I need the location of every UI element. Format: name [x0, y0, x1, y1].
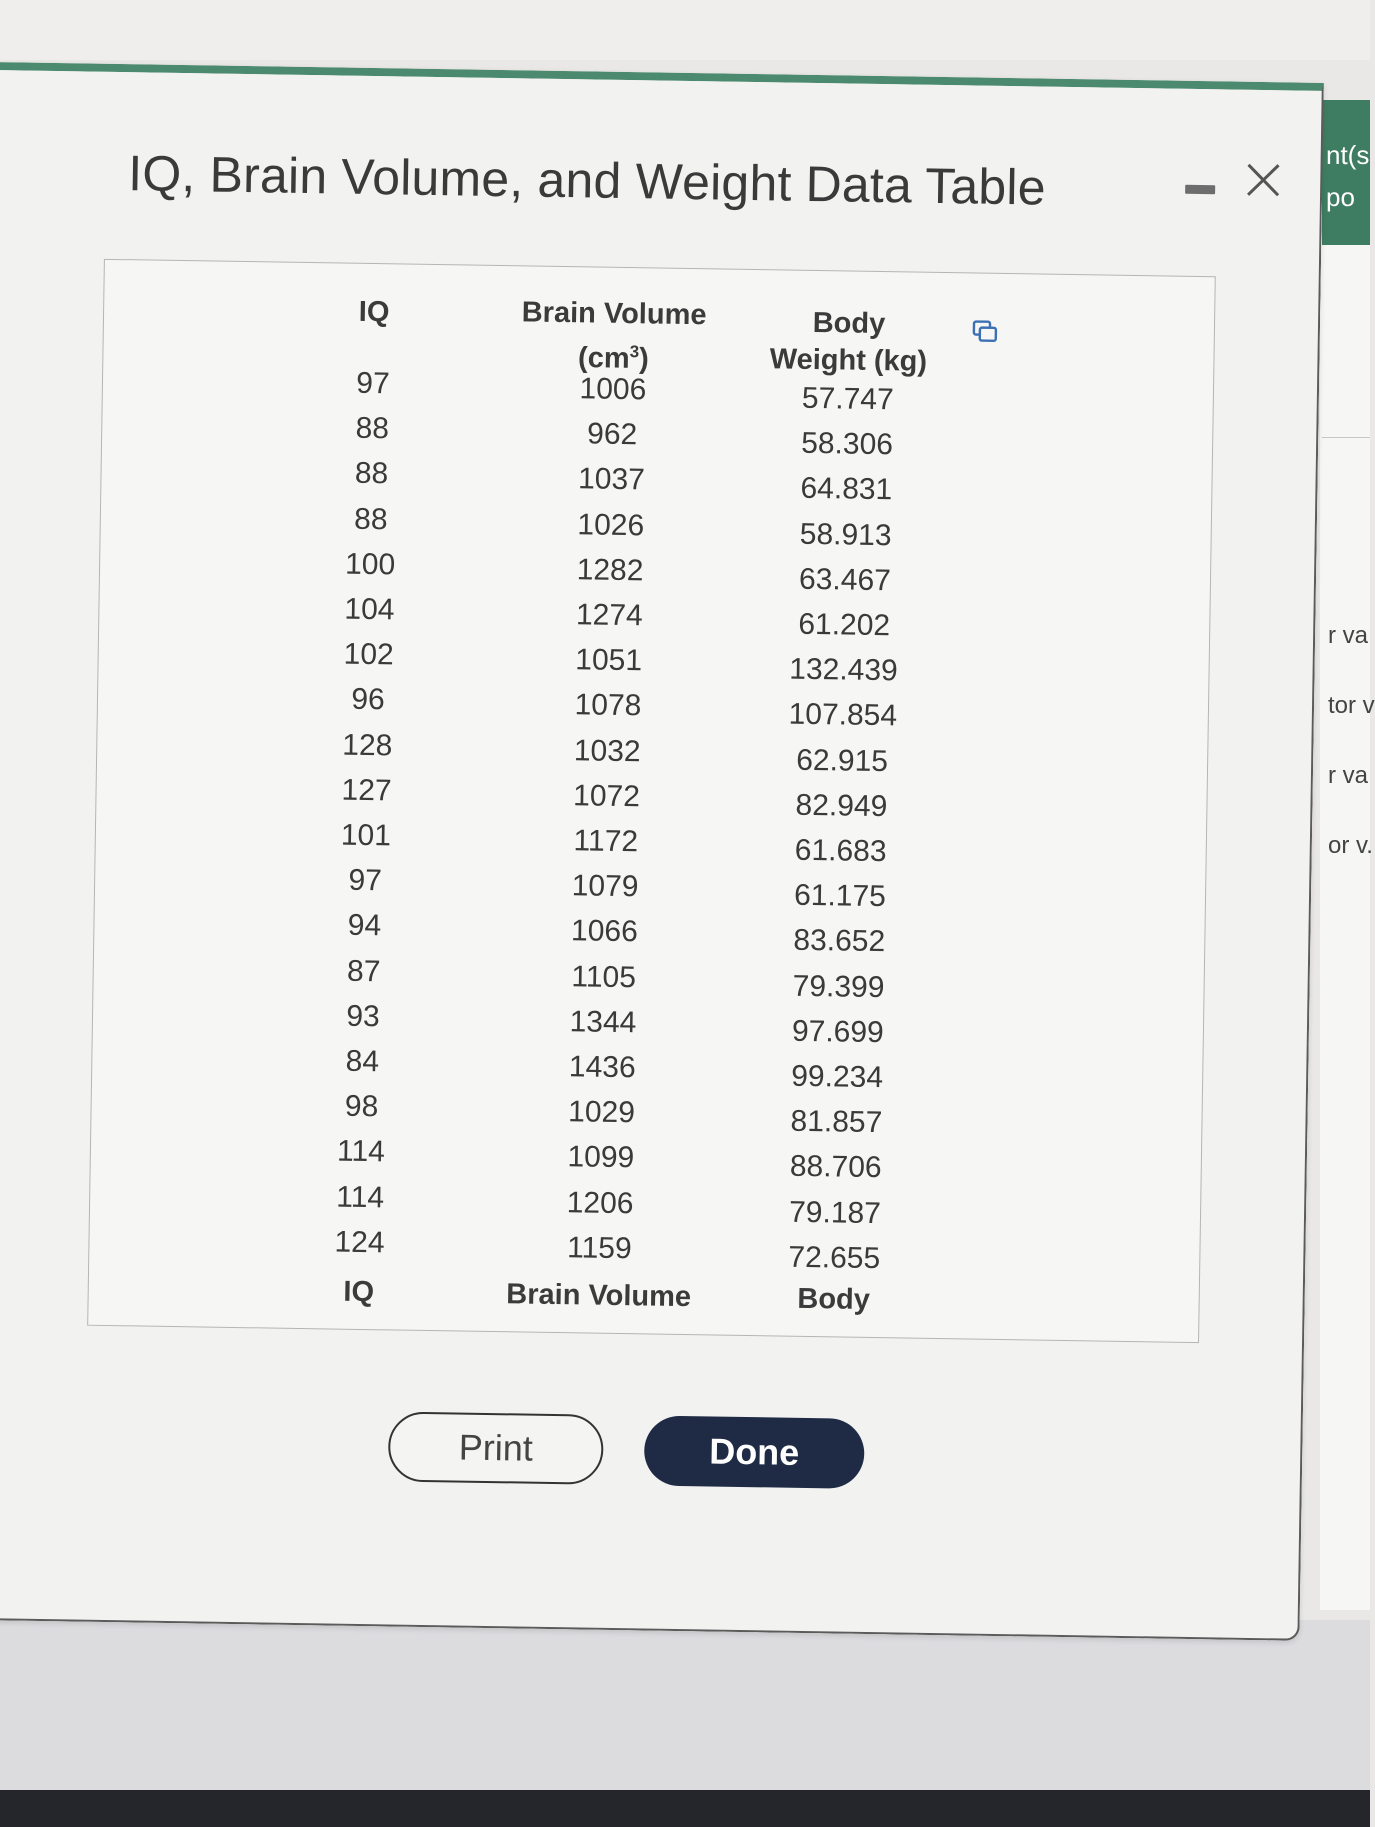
underlying-page-header: [1322, 100, 1370, 245]
brain-volume-cell: 1026: [577, 507, 645, 542]
column-header-brain-volume: [503, 294, 724, 379]
body-weight-cell: 61.683: [794, 833, 887, 869]
column-iq: [308, 263, 425, 1324]
body-weight-cell: 61.202: [798, 607, 891, 643]
brain-volume-cell: 1159: [566, 1231, 632, 1266]
body-weight-cell: 61.175: [793, 878, 887, 914]
data-table-dialog: [0, 62, 1324, 1641]
body-weight-cell: 79.399: [792, 969, 885, 1004]
body-weight-cell: 97.699: [791, 1014, 885, 1049]
page-background-bottom: [0, 1620, 1370, 1790]
iq-cell: 102: [343, 637, 395, 672]
minimize-icon[interactable]: [1185, 185, 1215, 194]
iq-cell: 93: [346, 999, 381, 1034]
iq-cell: 88: [353, 502, 388, 536]
body-weight-cell: 62.915: [795, 743, 889, 778]
iq-cell: 127: [341, 773, 392, 808]
done-button[interactable]: Done: [644, 1415, 865, 1488]
iq-cell: 96: [351, 683, 385, 717]
iq-cell: 88: [354, 457, 389, 491]
close-icon[interactable]: [1243, 160, 1284, 201]
brain-volume-cell: 1029: [567, 1095, 636, 1130]
column-footer-iq: IQ: [343, 1275, 375, 1309]
underlying-header-text-1: nt(s: [1326, 140, 1370, 170]
iq-cell: 87: [346, 954, 381, 988]
print-button[interactable]: Print: [388, 1411, 604, 1484]
body-weight-label-2: Weight (kg): [769, 343, 928, 378]
body-weight-cell: 99.234: [791, 1059, 884, 1095]
underlying-text-snippet: tor v: [1328, 692, 1375, 719]
brain-volume-cell: 1037: [577, 462, 646, 497]
column-footer-brain-volume: Brain Volume: [506, 1278, 692, 1314]
brain-volume-unit: $(cm^3)$: [577, 341, 650, 376]
body-weight-cell: 64.831: [800, 472, 893, 507]
brain-volume-cell: 1078: [574, 688, 642, 723]
brain-volume-cell: 1051: [575, 643, 643, 678]
body-weight-cell: 82.949: [795, 788, 888, 823]
body-weight-cell: 83.652: [793, 924, 886, 959]
underlying-text-snippet: or v.: [1328, 832, 1373, 859]
brain-volume-cell: 1344: [569, 1005, 637, 1040]
column-body-weight: [733, 270, 950, 1333]
brain-volume-cell: 962: [586, 417, 638, 452]
iq-cell: 94: [347, 909, 382, 943]
brain-volume-cell: 1206: [566, 1185, 634, 1220]
body-weight-cell: 58.306: [800, 426, 894, 462]
iq-cell: 124: [334, 1225, 385, 1260]
page-background-top: [0, 0, 1370, 60]
column-brain-volume: [488, 266, 725, 1329]
underlying-header-text-2: po: [1326, 182, 1355, 212]
underlying-divider: [1322, 437, 1370, 438]
iq-cell: 100: [344, 547, 396, 582]
brain-volume-cell: 1282: [576, 553, 644, 588]
iq-cell: 98: [344, 1089, 379, 1124]
body-weight-cell: 79.187: [788, 1195, 882, 1230]
iq-cell: 97: [348, 863, 383, 898]
copy-icon[interactable]: [972, 319, 998, 343]
iq-cell: 84: [345, 1044, 380, 1079]
body-weight-cell: 88.706: [789, 1150, 882, 1185]
brain-volume-cell: 1436: [568, 1050, 636, 1085]
iq-cell: 88: [355, 411, 390, 446]
body-weight-cell: 63.467: [798, 562, 892, 598]
taskbar: [0, 1790, 1370, 1827]
body-weight-cell: 81.857: [790, 1104, 883, 1140]
brain-volume-cell: 1099: [567, 1140, 635, 1175]
iq-cell: 97: [356, 366, 390, 401]
body-weight-label-1: Body: [812, 306, 886, 341]
column-header-body-weight: [748, 304, 949, 381]
iq-cell: 128: [342, 728, 393, 762]
brain-volume-cell: 1172: [573, 824, 639, 859]
iq-cell: 104: [344, 592, 395, 627]
brain-volume-label: Brain Volume: [521, 296, 707, 332]
brain-volume-cell: 1079: [571, 869, 639, 904]
underlying-page: [1320, 110, 1375, 1610]
iq-cell: 101: [340, 818, 392, 853]
dialog-title: IQ, Brain Volume, and Weight Data Table: [127, 145, 1047, 216]
brain-volume-cell: 1105: [571, 959, 637, 994]
underlying-text-snippet: r va: [1328, 762, 1369, 789]
brain-volume-cell: 1032: [573, 733, 641, 768]
column-footer-body-weight: Body: [797, 1282, 871, 1316]
brain-volume-cell: 1006: [579, 372, 647, 407]
brain-volume-cell: 1066: [570, 914, 639, 949]
body-weight-cell: 107.854: [788, 698, 898, 733]
data-table: [87, 259, 1216, 1343]
underlying-text-snippet: r va: [1328, 622, 1369, 649]
iq-cell: 114: [336, 1134, 386, 1169]
body-weight-cell: 58.913: [799, 517, 892, 552]
brain-volume-cell: 1274: [575, 598, 644, 633]
body-weight-cell: 57.747: [801, 381, 894, 417]
column-header-iq: IQ: [358, 295, 390, 329]
body-weight-cell: 132.439: [789, 652, 899, 688]
iq-cell: 114: [336, 1180, 385, 1214]
body-weight-cell: 72.655: [788, 1240, 881, 1275]
brain-volume-cell: 1072: [572, 779, 641, 814]
